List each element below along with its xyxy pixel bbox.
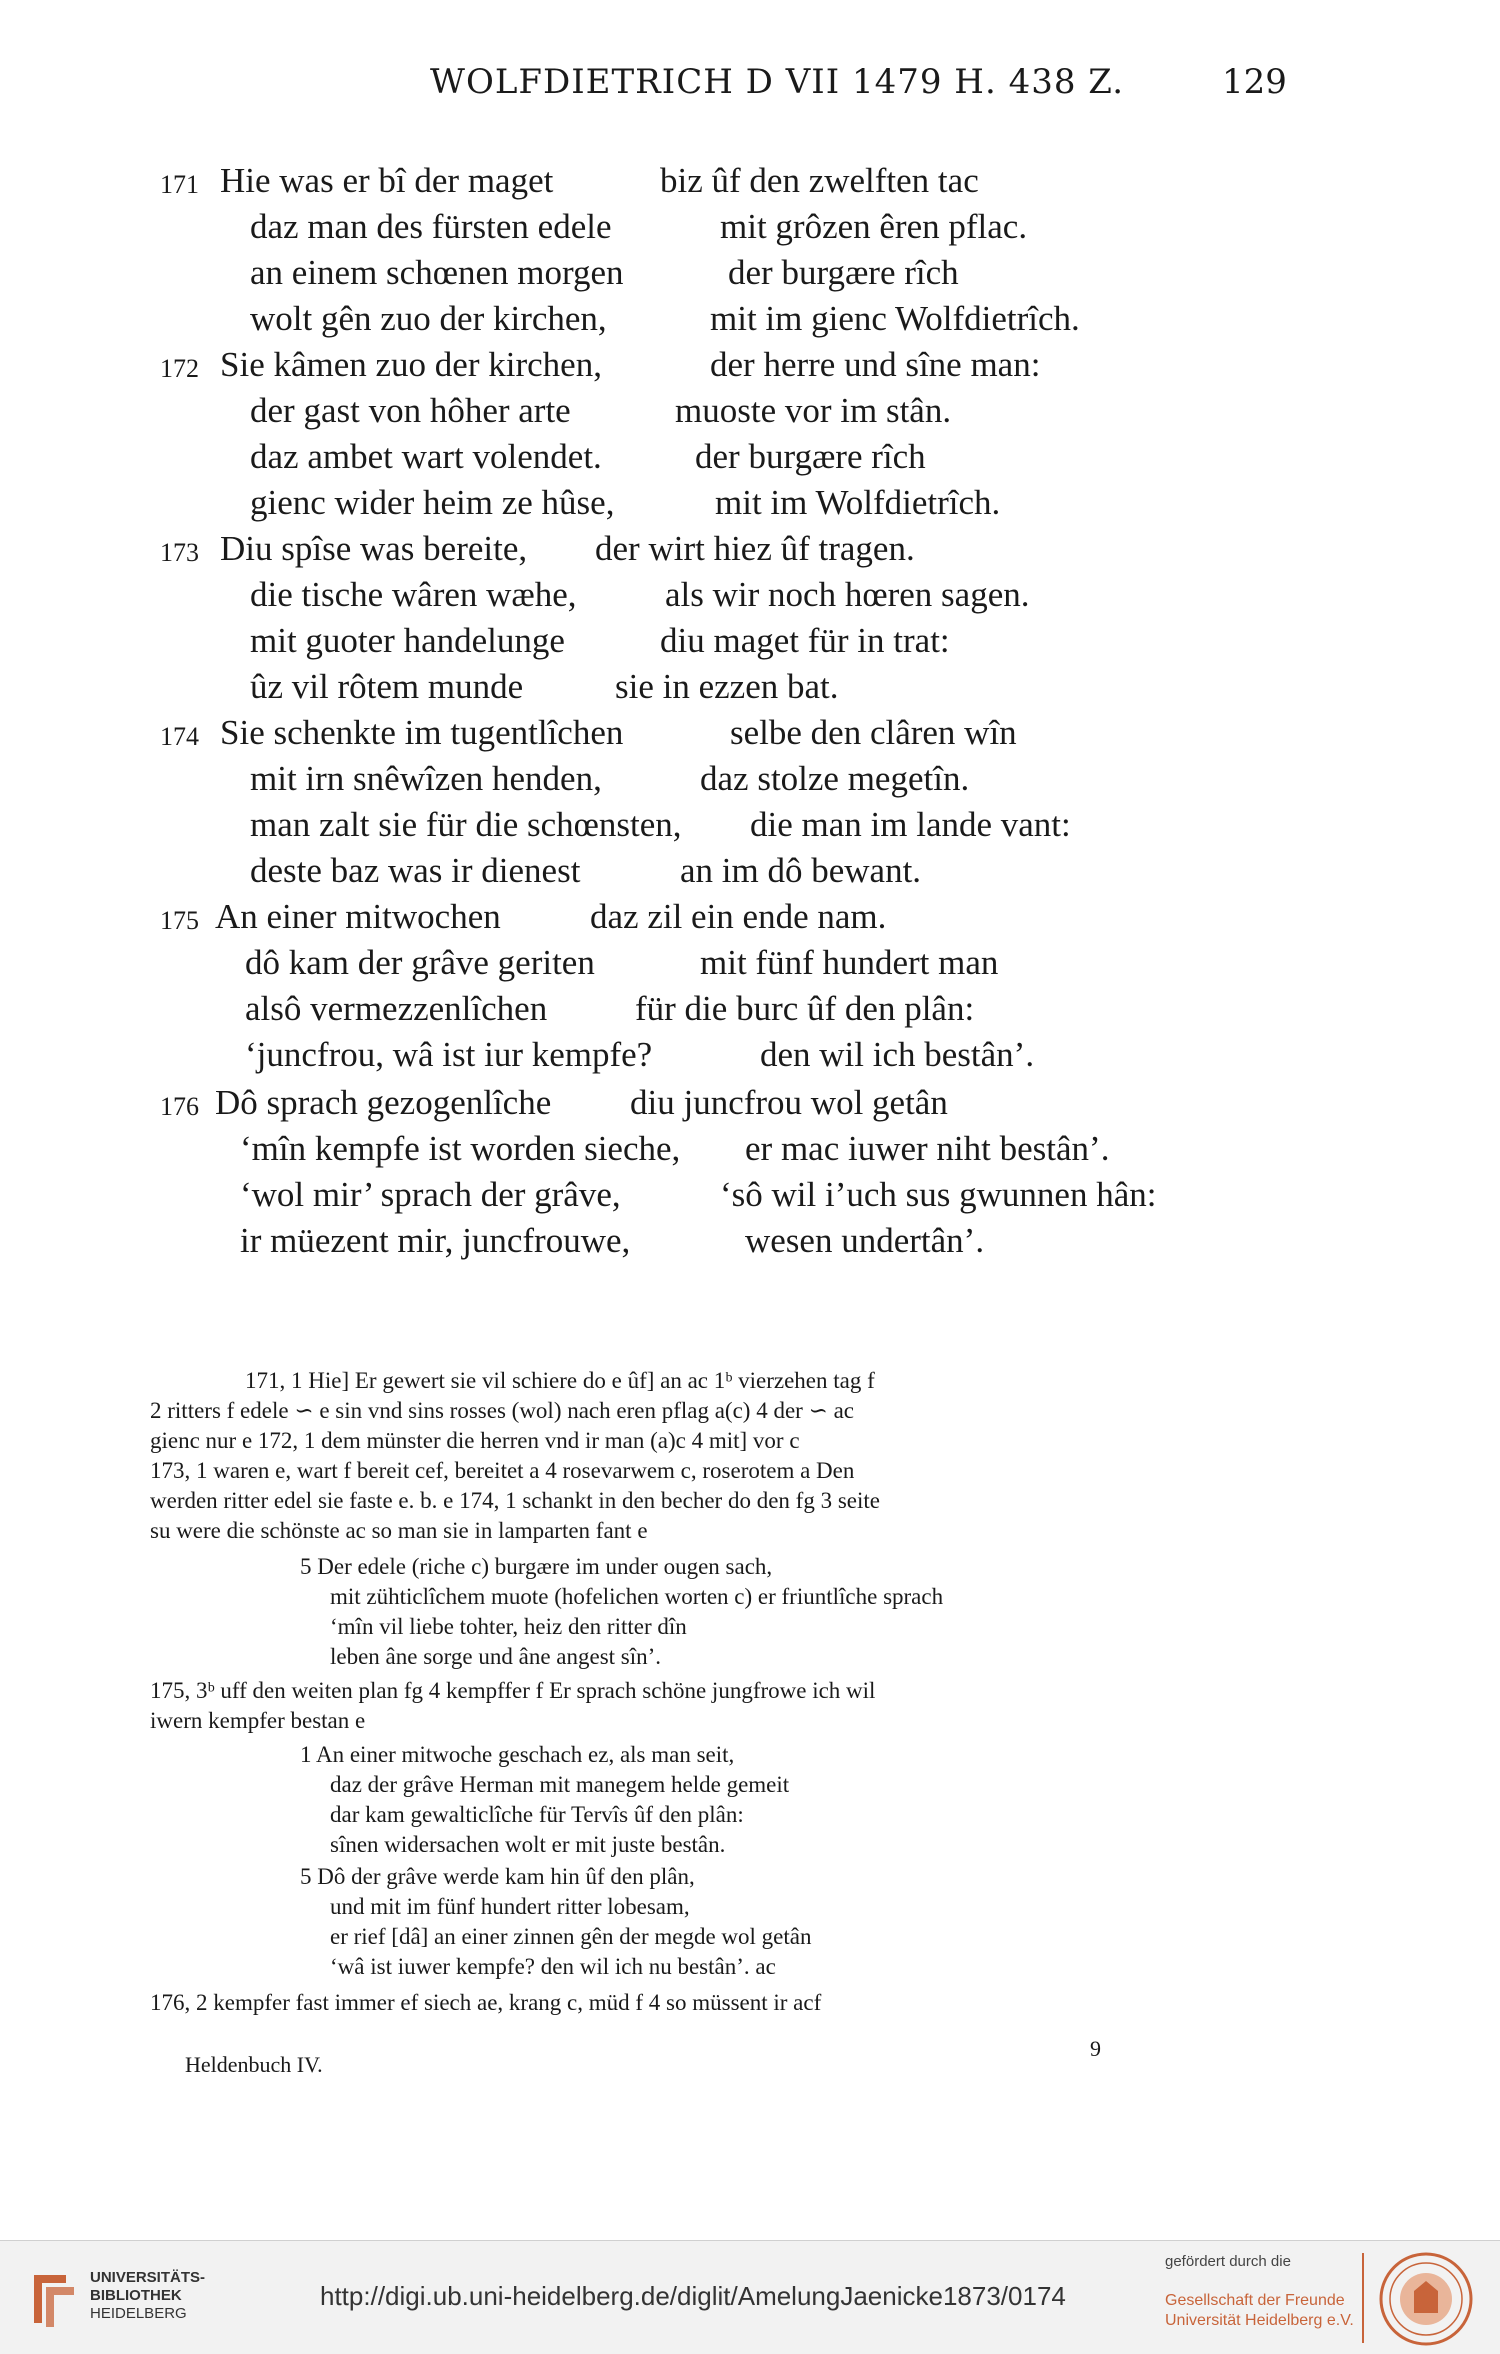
verse-first-half: gienc wider heim ze hûse, — [250, 483, 615, 522]
verse-second-half: mit grôzen êren pflac. — [720, 207, 1028, 246]
verse-second-half: sie in ezzen bat. — [615, 667, 839, 706]
apparatus-line: iwern kempfer bestan e — [150, 1708, 366, 1733]
verse-second-half: als wir noch hœren sagen. — [665, 575, 1030, 614]
verse-first-half: Diu spîse was bereite, — [220, 529, 528, 568]
apparatus-line: 171, 1 Hie] Er gewert sie vil schiere do e ûf] an ac 1ᵇ vierzehen tag f — [245, 1368, 875, 1393]
verse-second-half: die man im lande vant: — [750, 805, 1071, 844]
verse-second-half: biz ûf den zwelften tac — [660, 161, 979, 200]
apparatus-line: werden ritter edel sie faste e. b. e 174, 1 schankt in den becher do den fg 3 seite — [150, 1488, 880, 1513]
verse-first-half: alsô vermezzenlîchen — [245, 989, 548, 1028]
apparatus-line: 175, 3ᵇ uff den weiten plan fg 4 kempffer f Er sprach schöne jungfrowe ich wil — [150, 1678, 876, 1703]
apparatus-line: 5 Der edele (riche c) burgære im under ougen sach, — [300, 1554, 773, 1579]
permalink[interactable]: http://digi.ub.uni-heidelberg.de/diglit/AmelungJaenicke1873/0174 — [320, 2281, 1066, 2311]
stanza-number: 176 — [160, 1092, 199, 1121]
verse-first-half: ‘juncfrou, wâ ist iur kempfe? — [245, 1035, 653, 1074]
verse-first-half: Sie schenkte im tugentlîchen — [220, 713, 624, 752]
stanza-number: 171 — [160, 170, 199, 199]
apparatus-line: daz der grâve Herman mit manegem helde gemeit — [330, 1772, 790, 1797]
verse-first-half: ir müezent mir, juncfrouwe, — [240, 1221, 631, 1260]
verse-first-half: dô kam der grâve geriten — [245, 943, 595, 982]
verse-first-half: Hie was er bî der maget — [220, 161, 554, 200]
signature-mark: Heldenbuch IV. — [185, 2052, 323, 2077]
apparatus-line: 176, 2 kempfer fast immer ef siech ae, krang c, müd f 4 so müssent ir acf — [150, 1990, 822, 2015]
sheet-number: 9 — [1090, 2036, 1101, 2061]
verse-second-half: der burgære rîch — [695, 437, 926, 476]
verse-first-half: die tische wâren wæhe, — [250, 575, 577, 614]
apparatus-line: 2 ritters f edele ∽ e sin vnd sins rosses (wol) nach eren pflag a(c) 4 der ∽ ac — [150, 1398, 855, 1423]
verse-first-half: daz man des fürsten edele — [250, 207, 612, 246]
apparatus-line: 5 Dô der grâve werde kam hin ûf den plân, — [300, 1864, 695, 1889]
verse-second-half: diu juncfrou wol getân — [630, 1083, 948, 1122]
university-library-logo-icon — [26, 2269, 82, 2331]
verse-second-half: mit im Wolfdietrîch. — [715, 483, 1001, 522]
verse-second-half: selbe den clâren wîn — [730, 713, 1017, 752]
verse-first-half: ‘mîn kempfe ist worden sieche, — [240, 1129, 681, 1168]
verse-first-half: ûz vil rôtem munde — [250, 667, 524, 706]
running-head-title: WOLFDIETRICH D VII 1479 H. 438 Z. — [430, 62, 1125, 102]
apparatus-line: gienc nur e 172, 1 dem münster die herren vnd ir man (a)c 4 mit] vor c — [150, 1428, 800, 1453]
apparatus-line: ‘mîn vil liebe tohter, heiz den ritter dîn — [330, 1614, 687, 1639]
verse-second-half: diu maget für in trat: — [660, 621, 950, 660]
verse-first-half: Dô sprach gezogenlîche — [215, 1083, 552, 1122]
verse-first-half: wolt gên zuo der kirchen, — [250, 299, 607, 338]
verse-second-half: er mac iuwer niht bestân’. — [745, 1129, 1110, 1168]
apparatus-line: 1 An einer mitwoche geschach ez, als man seit, — [300, 1742, 735, 1767]
apparatus-line: 173, 1 waren e, wart f bereit cef, bereitet a 4 rosevarwem c, roserotem a Den — [150, 1458, 855, 1483]
verse-first-half: mit irn snêwîzen henden, — [250, 759, 602, 798]
apparatus-line: leben âne sorge und âne angest sîn’. — [330, 1644, 662, 1669]
divider — [1362, 2253, 1364, 2343]
verse-first-half: deste baz was ir dienest — [250, 851, 581, 890]
verse-first-half: der gast von hôher arte — [250, 391, 571, 430]
stanza-number: 175 — [160, 906, 199, 935]
verse-second-half: für die burc ûf den plân: — [635, 989, 975, 1028]
verse-first-half: daz ambet wart volendet. — [250, 437, 602, 476]
verse-second-half: muoste vor im stân. — [675, 391, 952, 430]
verse-first-half: ‘wol mir’ sprach der grâve, — [240, 1175, 621, 1214]
verse-second-half: daz stolze megetîn. — [700, 759, 970, 798]
verse-second-half: wesen undertân’. — [745, 1221, 985, 1260]
stanza-number: 174 — [160, 722, 199, 751]
apparatus-line: er rief [dâ] an einer zinnen gên der megde wol getân — [330, 1924, 812, 1949]
verse-second-half: mit fünf hundert man — [700, 943, 999, 982]
library-footer — [0, 2240, 1500, 2354]
stanza-number: 172 — [160, 354, 199, 383]
verse-second-half: den wil ich bestân’. — [760, 1035, 1035, 1074]
verse-first-half: An einer mitwochen — [215, 897, 501, 936]
verse-second-half: ‘sô wil i’uch sus gwunnen hân: — [720, 1175, 1157, 1214]
verse-first-half: mit guoter handelunge — [250, 621, 565, 660]
apparatus-line: ‘wâ ist iuwer kempfe? den wil ich nu bestân’. ac — [330, 1954, 776, 1979]
verse-second-half: der wirt hiez ûf tragen. — [595, 529, 915, 568]
apparatus-line: und mit im fünf hundert ritter lobesam, — [330, 1894, 690, 1919]
verse-second-half: mit im gienc Wolfdietrîch. — [710, 299, 1080, 338]
verse-first-half: an einem schœnen morgen — [250, 253, 624, 292]
verse-second-half: an im dô bewant. — [680, 851, 922, 890]
apparatus-line: sînen widersachen wolt er mit juste bestân. — [330, 1832, 726, 1857]
institution-name: UNIVERSITÄTS- BIBLIOTHEK HEIDELBERG — [90, 2269, 206, 2322]
apparatus-line: su were die schönste ac so man sie in lamparten fant e — [150, 1518, 648, 1543]
page-number: 129 — [1222, 62, 1287, 102]
sponsor-label: gefördert durch die — [1165, 2253, 1291, 2270]
verse-second-half: der herre und sîne man: — [710, 345, 1041, 384]
verse-first-half: man zalt sie für die schœnsten, — [250, 805, 682, 844]
verse-second-half: der burgære rîch — [728, 253, 959, 292]
apparatus-line: dar kam gewalticlîche für Tervîs ûf den plân: — [330, 1802, 744, 1827]
verse-first-half: Sie kâmen zuo der kirchen, — [220, 345, 602, 384]
stanza-number: 173 — [160, 538, 199, 567]
university-seal-icon — [1378, 2251, 1474, 2347]
verse-second-half: daz zil ein ende nam. — [590, 897, 887, 936]
sponsor-name: Gesellschaft der Freunde Universität Heidelberg e.V. — [1165, 2292, 1354, 2329]
apparatus-line: mit zühticlîchem muote (hofelichen worten c) er friuntlîche sprach — [330, 1584, 944, 1609]
